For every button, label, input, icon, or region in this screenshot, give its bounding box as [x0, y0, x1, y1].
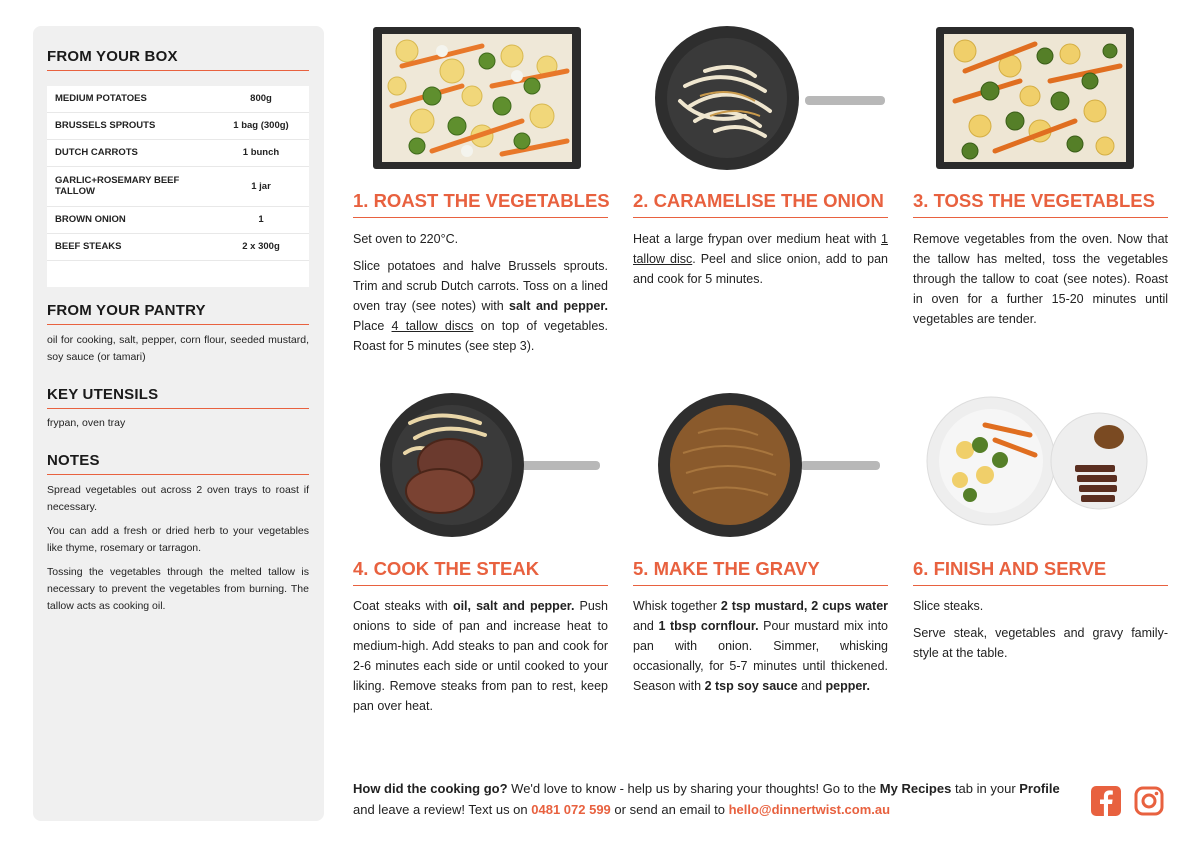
my-recipes-label: My Recipes: [879, 781, 952, 796]
step-4-body: [353, 596, 608, 723]
ingredient-qty: 1 bag (300g): [213, 112, 309, 139]
step-1-paragraph: Slice potatoes and halve Brussels sprouts. Trim and scrub Dutch carrots. Toss on a lined oven tray (see notes) with salt and pepper. Place 4 tallow discs on top of vegetables. Roast for 5 minutes (see step 3).: [353, 259, 608, 353]
ingredients-table: [47, 86, 309, 287]
key-utensils-heading: KEY UTENSILS: [47, 386, 309, 409]
table-filler-row: [47, 260, 309, 287]
step-2-title: 2. CARAMELISE THE ONION: [633, 190, 888, 218]
ingredient-qty: 1 bunch: [213, 139, 309, 166]
step-4-title: 4. COOK THE STEAK: [353, 558, 608, 586]
plated-dish-photo: [925, 395, 1149, 527]
steak-pan-photo: [380, 393, 602, 537]
step-6-body: [913, 596, 1168, 670]
step-3-title: 3. TOSS THE VEGETABLES: [913, 190, 1168, 218]
ingredient-name: BROWN ONION: [47, 206, 213, 233]
tossed-tray-photo: [935, 26, 1135, 170]
step-5-title: 5. MAKE THE GRAVY: [633, 558, 888, 586]
email-link[interactable]: hello@dinnertwist.com.au: [728, 802, 891, 817]
feedback-footer: How did the cooking go? We'd love to know - help us by sharing your thoughts! Go to the My Recipes tab in your Profile and leave a review! Text us on 0481 072 599 or send an email to hello@dinnertwist.com.au: [353, 781, 1060, 817]
pantry-text: oil for cooking, salt, pepper, corn flour, seeded mustard, soy sauce (or tamari): [47, 334, 309, 363]
ingredient-name: GARLIC+ROSEMARY BEEF TALLOW: [47, 166, 213, 206]
instagram-icon[interactable]: [1134, 786, 1164, 816]
from-your-pantry-heading: FROM YOUR PANTRY: [47, 302, 309, 325]
sidebar: [33, 26, 324, 821]
profile-label: Profile: [1019, 781, 1060, 796]
ingredient-qty: 1: [213, 206, 309, 233]
note-item: You can add a fresh or dried herb to your vegetables like thyme, rosemary or tarragon.: [47, 525, 309, 554]
utensils-text: frypan, oven tray: [47, 417, 126, 429]
ingredient-name: DUTCH CARROTS: [47, 139, 213, 166]
ingredient-name: BEEF STEAKS: [47, 233, 213, 260]
step-3-body: [913, 229, 1168, 336]
notes-list: [47, 482, 309, 622]
from-your-box-heading: FROM YOUR BOX: [47, 48, 309, 71]
table-row: [47, 86, 309, 112]
facebook-icon[interactable]: [1091, 786, 1121, 816]
step-4-paragraph: Coat steaks with oil, salt and pepper. Push onions to side of pan and increase heat to medium-high. Add steaks to pan and cook for 2-6 minutes each side or until cooked to your liking. Remove steaks from pan to rest, keep pan over heat.: [353, 599, 608, 713]
notes-heading: NOTES: [47, 452, 309, 475]
step-3-paragraph: Remove vegetables from the oven. Now that the tallow has melted, toss the vegetables through the tallow to coat (see notes). Roast in oven for a further 15-20 minutes until vegetables are tender.: [913, 232, 1168, 326]
note-item: Tossing the vegetables through the melted tallow is necessary to prevent the vegetables from burning. The tallow acts as cooking oil.: [47, 566, 309, 612]
step-1-title: 1. ROAST THE VEGETABLES: [353, 190, 608, 218]
roast-tray-photo: [372, 26, 582, 170]
phone-number[interactable]: 0481 072 599: [531, 802, 611, 817]
step-6-title: 6. FINISH AND SERVE: [913, 558, 1168, 586]
table-row: [47, 139, 309, 166]
step-1-body: [353, 229, 608, 363]
onion-pan-photo: [655, 26, 887, 170]
step-1-paragraph: Set oven to 220°C.: [353, 232, 459, 246]
ingredient-qty: 1 jar: [213, 166, 309, 206]
ingredient-qty: 800g: [213, 86, 309, 112]
table-row: [47, 112, 309, 139]
gravy-pan-photo: [658, 393, 882, 537]
note-item: Spread vegetables out across 2 oven trays to roast if necessary.: [47, 484, 309, 513]
step-6-paragraph: Serve steak, vegetables and gravy family-style at the table.: [913, 626, 1168, 660]
step-5-paragraph: Whisk together 2 tsp mustard, 2 cups water and 1 tbsp cornflour. Pour mustard mix into pan with onion. Simmer, whisking occasionally, for 5-7 minutes until thickened. Season with 2 tsp soy sauce and pepper.: [633, 599, 889, 693]
step-2-paragraph: Heat a large frypan over medium heat with 1 tallow disc. Peel and slice onion, add to pan and cook for 5 minutes.: [633, 232, 888, 286]
step-2-body: [633, 229, 888, 296]
ingredient-name: MEDIUM POTATOES: [47, 86, 213, 112]
table-row: [47, 233, 309, 260]
table-row: [47, 166, 309, 206]
table-row: [47, 206, 309, 233]
step-6-paragraph: Slice steaks.: [913, 599, 984, 613]
feedback-question: How did the cooking go?: [353, 781, 508, 796]
ingredient-name: BRUSSELS SPROUTS: [47, 112, 213, 139]
ingredient-qty: 2 x 300g: [213, 233, 309, 260]
step-5-body: [633, 596, 888, 703]
